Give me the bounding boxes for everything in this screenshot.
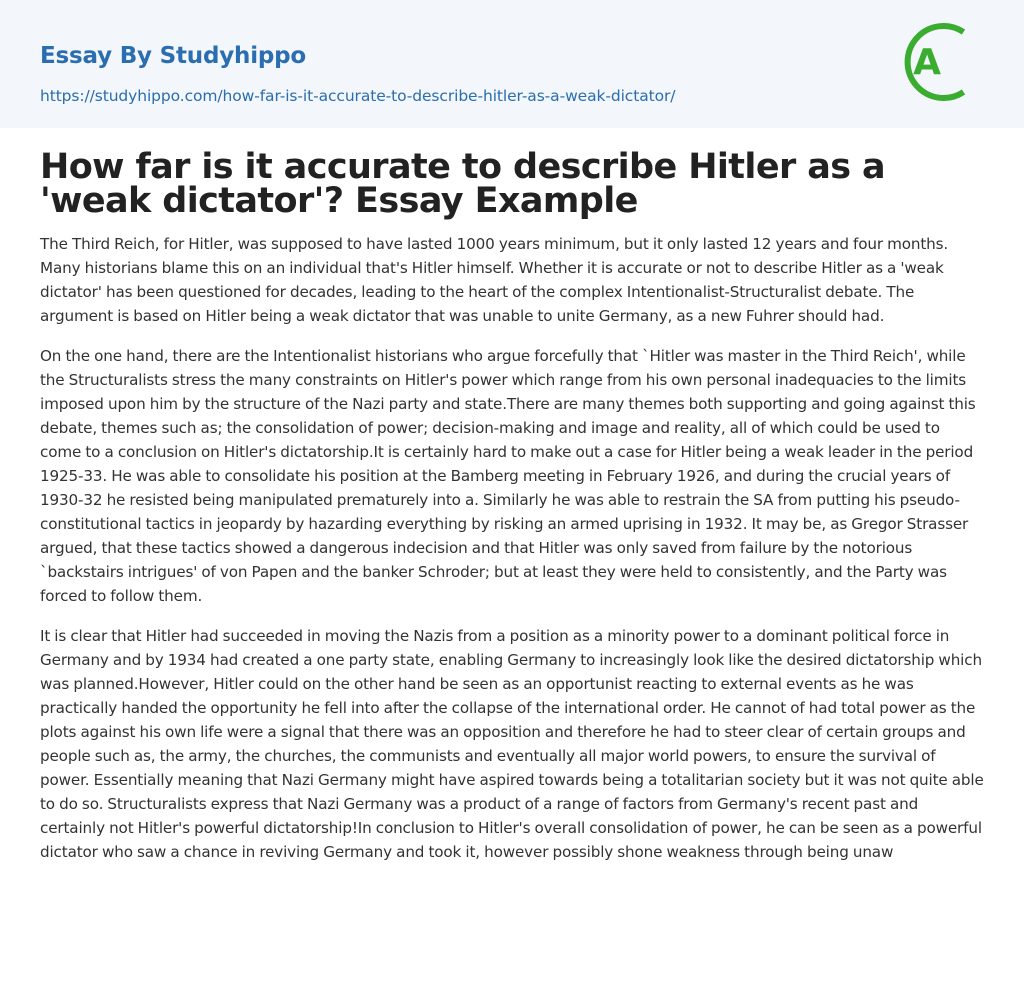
article-paragraph-3: It is clear that Hitler had succeeded in moving the Nazis from a position as a minority power to a dominant political force in Germany and by 1934 had created a one party state, enabling Germany to increasingly look like the desired dictatorship which was planned.However, Hitler could on the other hand be seen as an opportunist reacting to external events as he was practically handed the opportunity he fell into after the collapse of the international order. He cannot of had total power as the plots against his own life were a signal that there was an opposition and therefore he had to steer clear of certain groups and people such as, the army, the churches, the communists and eventually all major world powers, to ensure the survival of power. Essentially meaning that Nazi Germany might have aspired towards being a totalitarian society but it was not quite able to do so. Structuralists express that Nazi Germany was a product of a range of factors from Germany's recent past and certainly not Hitler's powerful dictatorship!In conclusion to Hitler's overall consolidation of power, he can be seen as a powerful dictator who saw a chance in reviving Germany and took it, however possibly shone weakness through being unaw xyxy=(40,627,984,861)
article xyxy=(0,147,1024,864)
ring-letter-logo[interactable] xyxy=(900,20,984,104)
article-url-link[interactable]: https://studyhippo.com/how-far-is-it-accurate-to-describe-hitler-as-a-weak-dictator/ xyxy=(40,87,676,105)
article-paragraph-1: The Third Reich, for Hitler, was supposed to have lasted 1000 years minimum, but it only lasted 12 years and four months. Many historians blame this on an individual that's Hitler himself. Whether it is accurate or not to describe Hitler as a 'weak dictator' has been questioned for decades, leading to the heart of the complex Intentionalist-Structuralist debate. The argument is based on Hitler being a weak dictator that was unable to unite Germany, as a new Fuhrer should had. xyxy=(40,235,949,325)
site-name[interactable]: Essay By Studyhippo xyxy=(40,43,307,69)
logo-letter: A xyxy=(913,42,941,83)
site-header xyxy=(0,0,1024,128)
article-paragraph-2: On the one hand, there are the Intentionalist historians who argue forcefully that `Hitler was master in the Third Reich', while the Structuralists stress the many constraints on Hitler's power which range from his own personal inadequacies to the limits imposed upon him by the structure of the Nazi party and state.There are many themes both supporting and going against this debate, themes such as; the consolidation of power; decision-making and image and reality, all of which could be used to come to a conclusion on Hitler's dictatorship.It is certainly hard to make out a case for Hitler being a weak leader in the period 1925-33. He was able to consolidate his position at the Bamberg meeting in February 1926, and during the crucial years of 1930-32 he resisted being manipulated prematurely into a. Similarly he was able to restrain the SA from putting his pseudo-constitutional tactics in jeopardy by hazarding everything by risking an armed uprising in 1932. It may be, as Gregor Strasser argued, that these tactics showed a dangerous indecision and that Hitler was only saved from failure by the notorious `backstairs intrigues' of von Papen and the banker Schroder; but at least they were held to consistently, and the Party was forced to follow them. xyxy=(40,347,976,605)
page-title: How far is it accurate to describe Hitler as a 'weak dictator'? Essay Example xyxy=(40,147,886,221)
